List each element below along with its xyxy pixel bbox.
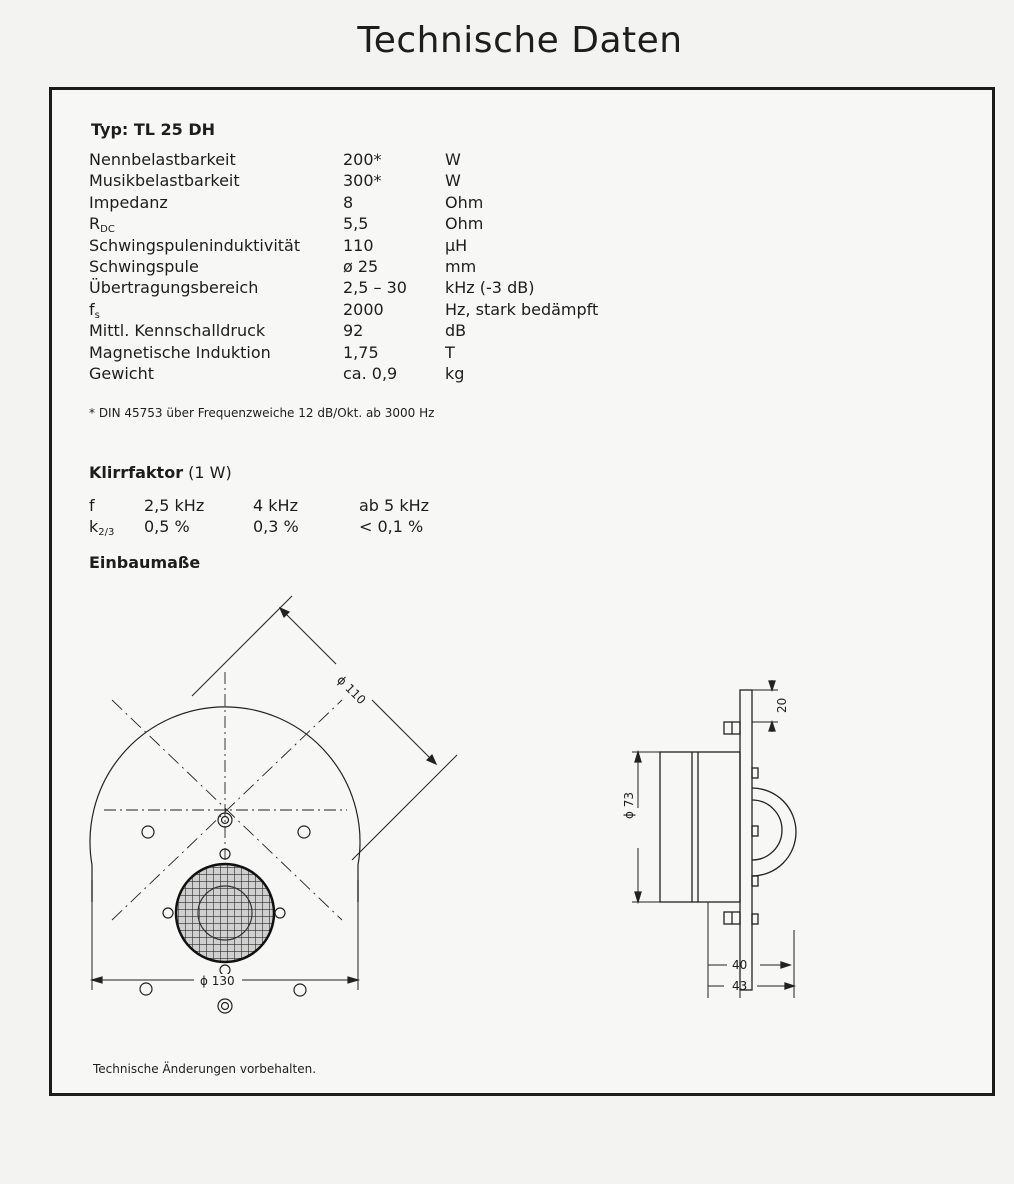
spec-name-text: f bbox=[89, 299, 95, 319]
dim-side-depth-outer: 43 bbox=[732, 979, 748, 993]
spec-unit: dB bbox=[445, 321, 467, 341]
spec-name-text: Mittl. Kennschalldruck bbox=[89, 321, 266, 341]
spec-row bbox=[89, 363, 649, 384]
spec-name-text: Übertragungsbereich bbox=[89, 278, 259, 298]
freq-3: ab 5 kHz bbox=[359, 496, 430, 515]
spec-value: 8 bbox=[343, 192, 354, 212]
dim-side-diameter: ϕ 73 bbox=[622, 792, 636, 819]
spec-name-text: Gewicht bbox=[89, 363, 154, 383]
spec-footnote: * DIN 45753 über Frequenzweiche 12 dB/Okt. ab 3000 Hz bbox=[89, 406, 435, 420]
spec-value: 300* bbox=[343, 171, 382, 191]
spec-value: 2000 bbox=[343, 299, 384, 319]
spec-name bbox=[89, 235, 300, 256]
freq-2: 4 kHz bbox=[253, 496, 298, 515]
tweeter-grille bbox=[176, 864, 274, 962]
footer-note: Technische Änderungen vorbehalten. bbox=[93, 1062, 317, 1076]
spec-unit: Hz, stark bedämpft bbox=[445, 299, 599, 319]
mounting-heading: Einbaumaße bbox=[89, 553, 201, 572]
spec-table bbox=[89, 149, 649, 384]
spec-row bbox=[89, 320, 649, 341]
spec-row bbox=[89, 149, 649, 170]
spec-name bbox=[89, 277, 258, 298]
dim-side-depth-inner: 40 bbox=[732, 958, 748, 972]
spec-row bbox=[89, 213, 649, 234]
spec-name bbox=[89, 170, 240, 191]
spec-row bbox=[89, 235, 649, 256]
spec-name-text: R bbox=[89, 214, 101, 234]
spec-value: 92 bbox=[343, 321, 364, 341]
spec-row bbox=[89, 256, 649, 277]
spec-name bbox=[89, 342, 271, 363]
freq-label: f bbox=[89, 496, 95, 515]
spec-name bbox=[89, 149, 236, 170]
spec-unit: T bbox=[445, 342, 455, 362]
spec-unit: kHz (-3 dB) bbox=[445, 278, 535, 298]
spec-name-text: Impedanz bbox=[89, 192, 168, 212]
spec-unit: mm bbox=[445, 256, 477, 276]
spec-name-text: Magnetische Induktion bbox=[89, 342, 271, 362]
dim-side-top: 20 bbox=[775, 697, 789, 713]
spec-name-subscript: s bbox=[94, 309, 100, 321]
distortion-condition: (1 W) bbox=[188, 463, 232, 482]
spec-value: 2,5 – 30 bbox=[343, 278, 407, 298]
spec-sheet-frame bbox=[49, 87, 995, 1096]
spec-row bbox=[89, 170, 649, 191]
dim-front-outer: ϕ 130 bbox=[196, 974, 239, 988]
spec-row bbox=[89, 277, 649, 298]
front-view-drawing bbox=[52, 580, 512, 1020]
distortion-title: Klirrfaktor bbox=[89, 463, 184, 482]
freq-1: 2,5 kHz bbox=[144, 496, 205, 515]
spec-row bbox=[89, 192, 649, 213]
spec-value: ø 25 bbox=[343, 256, 379, 276]
spec-unit: Ohm bbox=[445, 214, 484, 234]
dim-front-diag: ϕ 110 bbox=[334, 672, 369, 708]
spec-unit: W bbox=[445, 171, 461, 191]
spec-value: ca. 0,9 bbox=[343, 363, 398, 383]
spec-unit: kg bbox=[445, 363, 465, 383]
k-label-main: k bbox=[89, 517, 99, 536]
distortion-freq-row bbox=[89, 495, 489, 516]
distortion-heading bbox=[89, 463, 232, 482]
spec-name bbox=[89, 256, 199, 277]
spec-value: 110 bbox=[343, 235, 374, 255]
spec-name-text: Musikbelastbarkeit bbox=[89, 171, 240, 191]
spec-row bbox=[89, 342, 649, 363]
spec-name bbox=[89, 363, 154, 384]
spec-row bbox=[89, 299, 649, 320]
k-value-3: < 0,1 % bbox=[359, 517, 424, 536]
k-value-1: 0,5 % bbox=[144, 517, 190, 536]
spec-name-text: Schwingspuleninduktivität bbox=[89, 235, 301, 255]
spec-unit: W bbox=[445, 150, 461, 169]
k-value-2: 0,3 % bbox=[253, 517, 299, 536]
spec-value: 5,5 bbox=[343, 214, 369, 234]
spec-unit: µH bbox=[445, 235, 468, 255]
k-label bbox=[89, 516, 114, 543]
spec-name bbox=[89, 320, 265, 341]
spec-name-text: Schwingspule bbox=[89, 256, 199, 276]
page-title: Technische Daten bbox=[357, 20, 683, 61]
type-heading: Typ: TL 25 DH bbox=[91, 120, 216, 139]
spec-name-subscript: DC bbox=[100, 224, 115, 236]
distortion-value-row bbox=[89, 516, 489, 537]
distortion-table bbox=[89, 495, 489, 537]
k-label-sub: 2/3 bbox=[98, 527, 115, 538]
spec-name-text: Nennbelastbarkeit bbox=[89, 150, 236, 169]
spec-value: 1,75 bbox=[343, 342, 379, 362]
spec-name bbox=[89, 192, 168, 213]
spec-value: 200* bbox=[343, 150, 382, 169]
spec-unit: Ohm bbox=[445, 192, 484, 212]
